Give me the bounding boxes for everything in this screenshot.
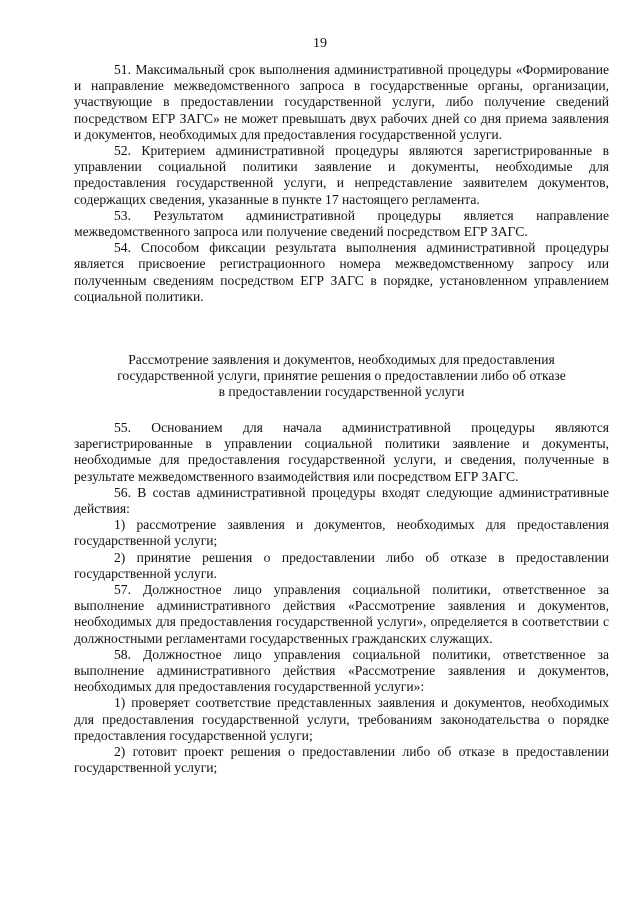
section-heading [74,352,609,401]
paragraph-51: 51. Максимальный срок выполнения административной процедуры «Формирование и направление межведомственного запроса в государственные органы, организации, участвующие в предоставлении государственной услуги, либо получение сведений посредством ЕГР ЗАГС» не может превышать двух рабочих дней со дня приема заявления и документов, необходимых для предоставления государственной услуги. [74,62,609,142]
paragraphs-51-54 [74,62,609,305]
paragraph-56-item-1: 1) рассмотрение заявления и документов, необходимых для предоставления государственной услуги; [74,517,609,549]
paragraph-58: 58. Должностное лицо управления социальной политики, ответственное за выполнение административного действия «Рассмотрение заявления и документов, необходимых для предоставления государственной услуги»: [74,646,609,695]
paragraph-54: 54. Способом фиксации результата выполнения административной процедуры является присвоение регистрационного номера межведомственному запросу или полученным сведениям посредством ЕГР ЗАГС в порядке, установленном управлением социальной политики. [74,240,609,304]
paragraph-58-item-2: 2) готовит проект решения о предоставлении либо об отказе в предоставлении государственной услуги; [74,744,609,776]
paragraph-56: 56. В состав административной процедуры входят следующие административные действия: [74,484,609,517]
section-heading-line-3: в предоставлении государственной услуги [218,384,465,400]
section-heading-line-1: Рассмотрение заявления и документов, необходимых для предоставления [128,352,555,367]
paragraph-52: 52. Критерием административной процедуры являются зарегистрированные в управлении социальной политики заявление и документы, необходимые для предоставления государственной услуги, и непредставление заявителем документов, содержащих сведения, указанные в пункте 17 настоящего регламента. [74,143,609,207]
paragraphs-55-58 [74,420,609,776]
paragraph-57: 57. Должностное лицо управления социальной политики, ответственное за выполнение административного действия «Рассмотрение заявления и документов, необходимых для предоставления государственной услуги», определяется в соответствии с должностными регламентами государственных гражданских служащих. [74,582,609,646]
paragraph-53: 53. Результатом административной процедуры является направление межведомственного запроса или получение сведений посредством ЕГР ЗАГС. [74,207,609,240]
paragraph-56-item-2: 2) принятие решения о предоставлении либо об отказе в предоставлении государственной услуги. [74,549,609,581]
section-heading-line-2: государственной услуги, принятие решения о предоставлении либо об отказе [117,368,566,384]
paragraph-58-item-1: 1) проверяет соответствие представленных заявления и документов, необходимых для предоставления государственной услуги, требованиям законодательства о порядке предоставления государственной услуги; [74,695,609,743]
page-number: 19 [313,36,327,51]
paragraph-55: 55. Основанием для начала административной процедуры являются зарегистрированные в управлении социальной политики заявление и документы, необходимые для предоставления государственной услуги, и сведения, полученные в результате межведомственного взаимодействия или посредством ЕГР ЗАГС. [74,420,609,484]
